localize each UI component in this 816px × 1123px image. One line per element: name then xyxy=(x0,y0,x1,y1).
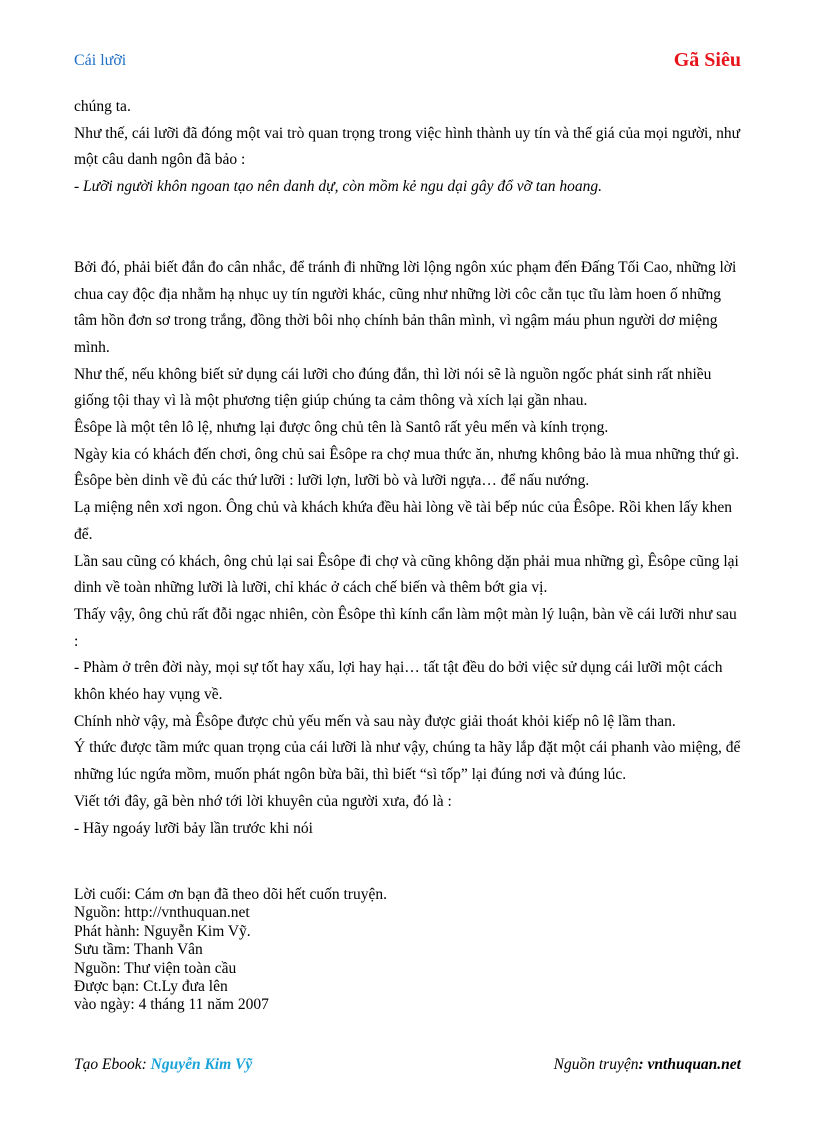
quote-paragraph: - Lưỡi người khôn ngoan tạo nên danh dự, còn mồm kẻ ngu dại gây đổ vỡ tan hoang. xyxy=(74,178,603,196)
paragraph: Ngày kia có khách đến chơi, ông chủ sai Êsôpe ra chợ mua thức ăn, nhưng không bảo là mua những thứ gì. Êsôpe bèn dinh về đủ các thứ lưỡi : lưỡi lợn, lưỡi bò và lưỡi ngựa… để nấu nướng. xyxy=(74,445,740,490)
footer-source-label: Nguồn truyện xyxy=(553,1056,639,1073)
note-line: vào ngày: 4 tháng 11 năm 2007 xyxy=(74,996,269,1014)
paragraph: Bởi đó, phải biết đắn đo cân nhắc, để tránh đi những lời lộng ngôn xúc phạm đến Đấng Tối Cao, những lời chua cay độc địa nhằm hạ nhục uy tín người khác, cũng như những lời côc cằn tục tĩu làm hoen ố những tâm hồn đơn sơ trong trắng, đồng thời bôi nhọ chính bản thân mình, vì ngậm máu phun người dơ miệng mình. xyxy=(74,258,737,356)
header-author-right: Gã Siêu xyxy=(673,49,741,71)
note-line: Phát hành: Nguyễn Kim Vỹ. xyxy=(74,922,251,940)
paragraph: Chính nhờ vậy, mà Êsôpe được chủ yếu mến và sau này được giải thoát khỏi kiếp nô lệ lầm than. xyxy=(74,712,676,730)
paragraph: Lần sau cũng có khách, ông chủ lại sai Êsôpe đi chợ và cũng không dặn phải mua những gì, Êsôpe cũng lại dinh về toàn những lưỡi là lưỡi, chỉ khác ở cách chế biến và thêm bớt gia vị. xyxy=(74,552,739,597)
paragraph: Lạ miệng nên xơi ngon. Ông chủ và khách khứa đều hài lòng về tài bếp núc của Êsôpe. Rồi khen lấy khen để. xyxy=(74,499,732,543)
note-line: Được bạn: Ct.Ly đưa lên xyxy=(74,978,228,996)
header-title-left: Cái lưỡi xyxy=(74,52,127,69)
paragraph: - Hãy ngoáy lưỡi bảy lần trước khi nói xyxy=(74,819,313,837)
paragraph: chúng ta. xyxy=(74,98,131,115)
paragraph: Êsôpe là một tên lô lệ, nhưng lại được ông chủ tên là Santô rất yêu mến và kính trọng. xyxy=(74,419,609,437)
note-line: Nguồn: http://vnthuquan.net xyxy=(74,904,250,922)
story-body xyxy=(74,94,744,842)
footer-separator: : xyxy=(638,1056,648,1073)
paragraph: - Phàm ở trên đời này, mọi sự tốt hay xấu, lợi hay hại… tất tật đều do bởi việc sử dụng cái lưỡi một cách khôn khéo hay vụng về. xyxy=(74,659,723,704)
footer-ebook-name: Nguyễn Kim Vỹ xyxy=(150,1056,253,1073)
note-line: Lời cuối: Cám ơn bạn đã theo dõi hết cuốn truyện. xyxy=(74,886,387,903)
paragraph-gap xyxy=(74,201,744,255)
footer-source-credit xyxy=(554,1056,741,1074)
paragraph: Ý thức được tầm mức quan trọng của cái lưỡi là như vậy, chúng ta hãy lắp đặt một cái phanh vào miệng, để những lúc ngứa mồm, muốn phát ngôn bừa bãi, thì biết “sì tốp” lại đúng nơi và đúng lúc. xyxy=(74,739,741,784)
footer-ebook-credit xyxy=(74,1056,252,1074)
footer-separator: : xyxy=(141,1056,151,1073)
paragraph: Thấy vậy, ông chủ rất đỗi ngạc nhiên, còn Êsôpe thì kính cẩn làm một màn lý luận, bàn về cái lưỡi như sau : xyxy=(74,605,737,650)
note-line: Nguồn: Thư viện toàn cầu xyxy=(74,959,237,977)
paragraph: Như thế, nếu không biết sử dụng cái lưỡi cho đúng đắn, thì lời nói sẽ là nguồn ngốc phát sinh rất nhiều giống tội thay vì là một phương tiện giúp chúng ta cảm thông và xích lại gần nhau. xyxy=(74,365,712,410)
footer-source-site: vnthuquan.net xyxy=(647,1056,741,1073)
paragraph: Viết tới đây, gã bèn nhớ tới lời khuyên của người xưa, đó là : xyxy=(74,792,452,810)
paragraph: Như thế, cái lưỡi đã đóng một vai trò quan trọng trong việc hình thành uy tín và thế giá của mọi người, như một câu danh ngôn đã bảo : xyxy=(74,124,740,169)
note-line: Sưu tầm: Thanh Vân xyxy=(74,941,203,959)
closing-notes xyxy=(74,886,387,1015)
footer-ebook-label: Tạo Ebook xyxy=(74,1056,142,1073)
